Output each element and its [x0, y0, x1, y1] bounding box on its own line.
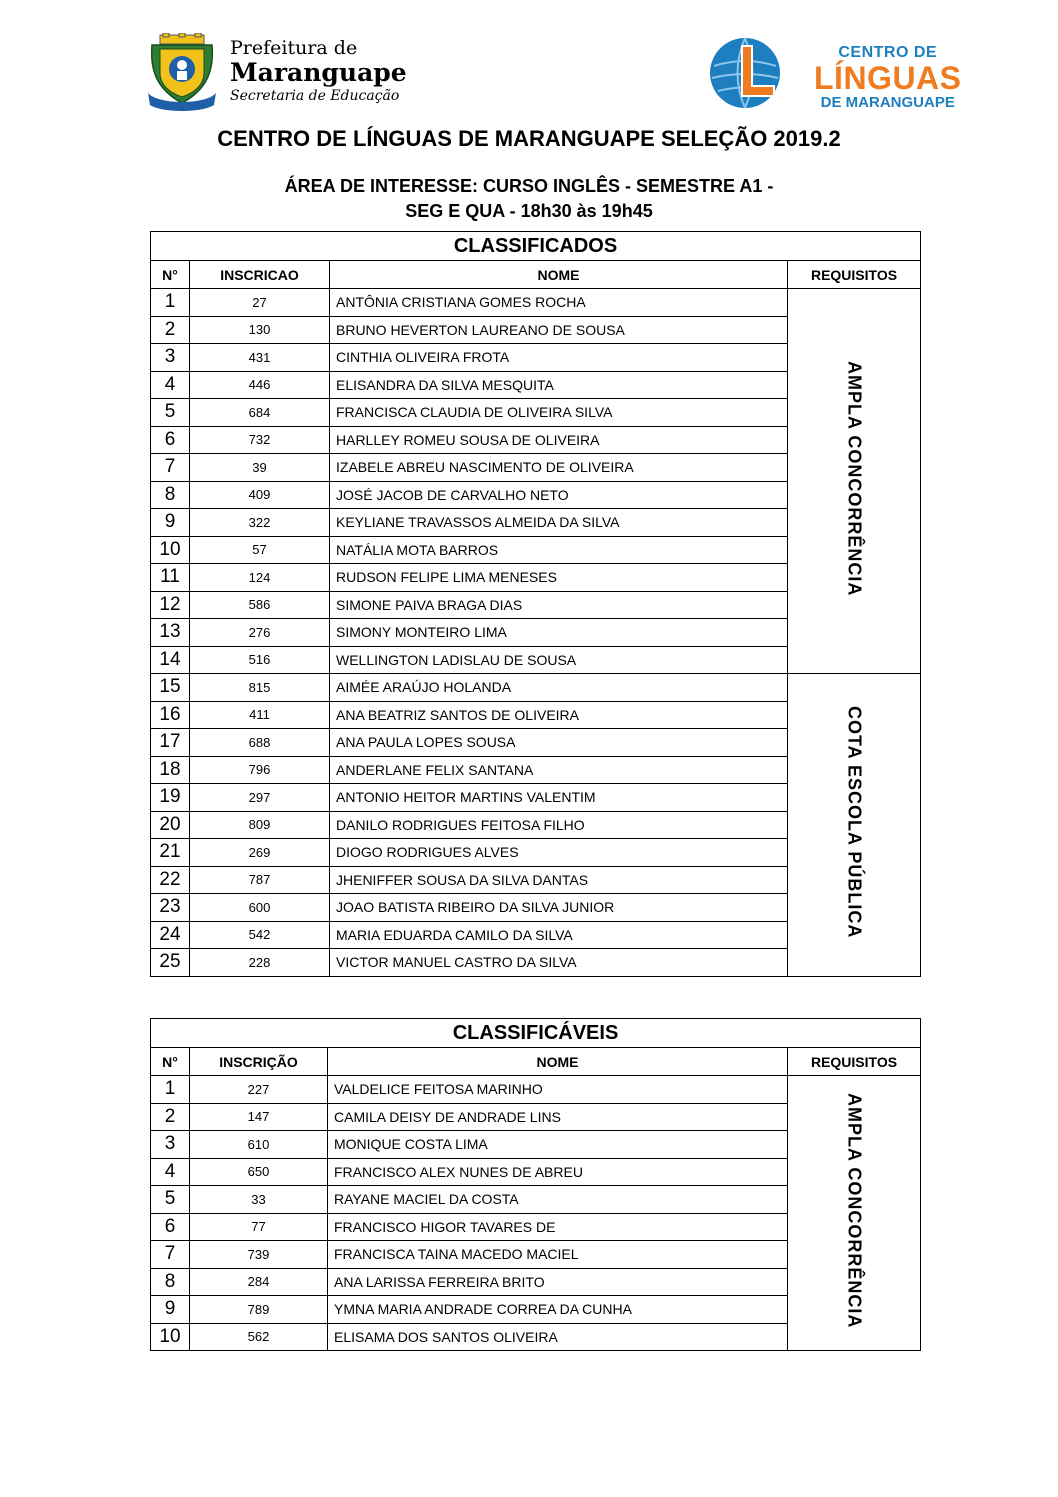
- inscricao-cell: 815: [190, 674, 330, 702]
- row-number: 11: [151, 564, 190, 592]
- row-number: 16: [151, 701, 190, 729]
- row-number: 4: [151, 1158, 190, 1186]
- table-row: [151, 1076, 921, 1104]
- nome-cell: ANTONIO HEITOR MARTINS VALENTIM: [330, 784, 788, 812]
- row-number: 3: [151, 344, 190, 372]
- row-number: 1: [151, 289, 190, 317]
- inscricao-cell: 684: [190, 399, 330, 427]
- globe-icon: [708, 36, 782, 110]
- document-subtitle: [0, 174, 1058, 224]
- nome-cell: NATÁLIA MOTA BARROS: [330, 536, 788, 564]
- row-number: 3: [151, 1131, 190, 1159]
- centro-line3: DE MARANGUAPE: [820, 94, 955, 111]
- nome-cell: MONIQUE COSTA LIMA: [328, 1131, 788, 1159]
- nome-cell: CINTHIA OLIVEIRA FROTA: [330, 344, 788, 372]
- row-number: 19: [151, 784, 190, 812]
- requisito-label: COTA ESCOLA PÚBLICA: [844, 706, 865, 939]
- row-number: 12: [151, 591, 190, 619]
- nome-cell: VALDELICE FEITOSA MARINHO: [328, 1076, 788, 1104]
- nome-cell: JHENIFFER SOUSA DA SILVA DANTAS: [330, 866, 788, 894]
- column-header-requisitos: REQUISITOS: [788, 261, 921, 289]
- centro-line1: CENTRO DE: [838, 44, 938, 61]
- document-title: CENTRO DE LÍNGUAS DE MARANGUAPE SELEÇÃO 2019.2: [217, 126, 841, 151]
- inscricao-cell: 732: [190, 426, 330, 454]
- row-number: 5: [151, 399, 190, 427]
- table-caption: CLASSIFICADOS: [151, 232, 921, 261]
- centro-line2: LÍNGUAS: [814, 60, 962, 96]
- inscricao-cell: 739: [190, 1241, 328, 1269]
- column-header-num: N°: [151, 261, 190, 289]
- nome-cell: FRANCISCA TAINA MACEDO MACIEL: [328, 1241, 788, 1269]
- requisito-cell: [788, 1076, 921, 1351]
- column-header-nome: NOME: [330, 261, 788, 289]
- nome-cell: FRANCISCO HIGOR TAVARES DE: [328, 1213, 788, 1241]
- row-number: 8: [151, 1268, 190, 1296]
- nome-cell: RUDSON FELIPE LIMA MENESES: [330, 564, 788, 592]
- inscricao-cell: 130: [190, 316, 330, 344]
- table-row: [151, 289, 921, 317]
- nome-cell: IZABELE ABREU NASCIMENTO DE OLIVEIRA: [330, 454, 788, 482]
- nome-cell: JOAO BATISTA RIBEIRO DA SILVA JUNIOR: [330, 894, 788, 922]
- inscricao-cell: 650: [190, 1158, 328, 1186]
- inscricao-cell: 297: [190, 784, 330, 812]
- nome-cell: MARIA EDUARDA CAMILO DA SILVA: [330, 921, 788, 949]
- inscricao-cell: 411: [190, 701, 330, 729]
- centro-linguas-logo: [708, 36, 962, 111]
- inscricao-cell: 147: [190, 1103, 328, 1131]
- nome-cell: FRANCISCA CLAUDIA DE OLIVEIRA SILVA: [330, 399, 788, 427]
- inscricao-cell: 610: [190, 1131, 328, 1159]
- inscricao-cell: 77: [190, 1213, 328, 1241]
- row-number: 7: [151, 454, 190, 482]
- inscricao-cell: 586: [190, 591, 330, 619]
- nome-cell: ANA BEATRIZ SANTOS DE OLIVEIRA: [330, 701, 788, 729]
- requisito-cell: [788, 674, 921, 977]
- prefeitura-line2: Maranguape: [230, 58, 407, 87]
- inscricao-cell: 409: [190, 481, 330, 509]
- table-row: [151, 674, 921, 702]
- document-header: [0, 0, 1058, 120]
- requisito-label: AMPLA CONCORRÊNCIA: [844, 360, 865, 597]
- inscricao-cell: 516: [190, 646, 330, 674]
- inscricao-cell: 124: [190, 564, 330, 592]
- column-header-num: N°: [151, 1048, 190, 1076]
- row-number: 2: [151, 1103, 190, 1131]
- inscricao-cell: 809: [190, 811, 330, 839]
- prefeitura-line1: Prefeitura de: [230, 37, 358, 59]
- inscricao-cell: 284: [190, 1268, 328, 1296]
- inscricao-cell: 688: [190, 729, 330, 757]
- column-header-inscricao: INSCRICAO: [190, 261, 330, 289]
- nome-cell: WELLINGTON LADISLAU DE SOUSA: [330, 646, 788, 674]
- row-number: 10: [151, 1323, 190, 1351]
- row-number: 15: [151, 674, 190, 702]
- nome-cell: FRANCISCO ALEX NUNES DE ABREU: [328, 1158, 788, 1186]
- inscricao-cell: 228: [190, 949, 330, 977]
- nome-cell: RAYANE MACIEL DA COSTA: [328, 1186, 788, 1214]
- subtitle-line1: ÁREA DE INTERESSE: CURSO INGLÊS - SEMESTRE A1 -: [284, 176, 774, 196]
- inscricao-cell: 796: [190, 756, 330, 784]
- row-number: 22: [151, 866, 190, 894]
- row-number: 18: [151, 756, 190, 784]
- prefeitura-line3: Secretaria de Educação: [230, 88, 400, 104]
- inscricao-cell: 787: [190, 866, 330, 894]
- row-number: 9: [151, 1296, 190, 1324]
- row-number: 8: [151, 481, 190, 509]
- row-number: 20: [151, 811, 190, 839]
- row-number: 9: [151, 509, 190, 537]
- requisito-cell: [788, 289, 921, 674]
- row-number: 23: [151, 894, 190, 922]
- nome-cell: VICTOR MANUEL CASTRO DA SILVA: [330, 949, 788, 977]
- row-number: 6: [151, 1213, 190, 1241]
- requisito-label: AMPLA CONCORRÊNCIA: [844, 1092, 865, 1329]
- inscricao-cell: 446: [190, 371, 330, 399]
- inscricao-cell: 789: [190, 1296, 328, 1324]
- row-number: 21: [151, 839, 190, 867]
- nome-cell: SIMONE PAIVA BRAGA DIAS: [330, 591, 788, 619]
- row-number: 1: [151, 1076, 190, 1104]
- row-number: 25: [151, 949, 190, 977]
- nome-cell: ELISANDRA DA SILVA MESQUITA: [330, 371, 788, 399]
- row-number: 13: [151, 619, 190, 647]
- nome-cell: DANILO RODRIGUES FEITOSA FILHO: [330, 811, 788, 839]
- row-number: 7: [151, 1241, 190, 1269]
- nome-cell: ANTÔNIA CRISTIANA GOMES ROCHA: [330, 289, 788, 317]
- nome-cell: HARLLEY ROMEU SOUSA DE OLIVEIRA: [330, 426, 788, 454]
- nome-cell: KEYLIANE TRAVASSOS ALMEIDA DA SILVA: [330, 509, 788, 537]
- column-header-inscricao: INSCRIÇÃO: [190, 1048, 328, 1076]
- row-number: 10: [151, 536, 190, 564]
- row-number: 2: [151, 316, 190, 344]
- nome-cell: BRUNO HEVERTON LAUREANO DE SOUSA: [330, 316, 788, 344]
- subtitle-line2: SEG E QUA - 18h30 às 19h45: [405, 201, 653, 221]
- nome-cell: ANA LARISSA FERREIRA BRITO: [328, 1268, 788, 1296]
- inscricao-cell: 276: [190, 619, 330, 647]
- nome-cell: ANDERLANE FELIX SANTANA: [330, 756, 788, 784]
- classificaveis-table: [150, 1018, 921, 1351]
- municipal-crest-icon: [146, 33, 218, 111]
- inscricao-cell: 269: [190, 839, 330, 867]
- inscricao-cell: 27: [190, 289, 330, 317]
- column-header-requisitos: REQUISITOS: [788, 1048, 921, 1076]
- nome-cell: CAMILA DEISY DE ANDRADE LINS: [328, 1103, 788, 1131]
- row-number: 4: [151, 371, 190, 399]
- inscricao-cell: 227: [190, 1076, 328, 1104]
- nome-cell: ANA PAULA LOPES SOUSA: [330, 729, 788, 757]
- centro-linguas-name: [814, 45, 962, 110]
- nome-cell: DIOGO RODRIGUES ALVES: [330, 839, 788, 867]
- inscricao-cell: 57: [190, 536, 330, 564]
- column-header-nome: NOME: [328, 1048, 788, 1076]
- inscricao-cell: 33: [190, 1186, 328, 1214]
- table-caption: CLASSIFICÁVEIS: [151, 1019, 921, 1048]
- row-number: 6: [151, 426, 190, 454]
- prefeitura-name: [230, 39, 407, 103]
- row-number: 5: [151, 1186, 190, 1214]
- nome-cell: JOSÉ JACOB DE CARVALHO NETO: [330, 481, 788, 509]
- classificados-table: [150, 231, 921, 977]
- nome-cell: ELISAMA DOS SANTOS OLIVEIRA: [328, 1323, 788, 1351]
- nome-cell: SIMONY MONTEIRO LIMA: [330, 619, 788, 647]
- inscricao-cell: 600: [190, 894, 330, 922]
- nome-cell: YMNA MARIA ANDRADE CORREA DA CUNHA: [328, 1296, 788, 1324]
- inscricao-cell: 431: [190, 344, 330, 372]
- nome-cell: AIMÉE ARAÚJO HOLANDA: [330, 674, 788, 702]
- inscricao-cell: 39: [190, 454, 330, 482]
- inscricao-cell: 562: [190, 1323, 328, 1351]
- inscricao-cell: 322: [190, 509, 330, 537]
- prefeitura-logo: [146, 33, 407, 113]
- inscricao-cell: 542: [190, 921, 330, 949]
- row-number: 14: [151, 646, 190, 674]
- row-number: 24: [151, 921, 190, 949]
- row-number: 17: [151, 729, 190, 757]
